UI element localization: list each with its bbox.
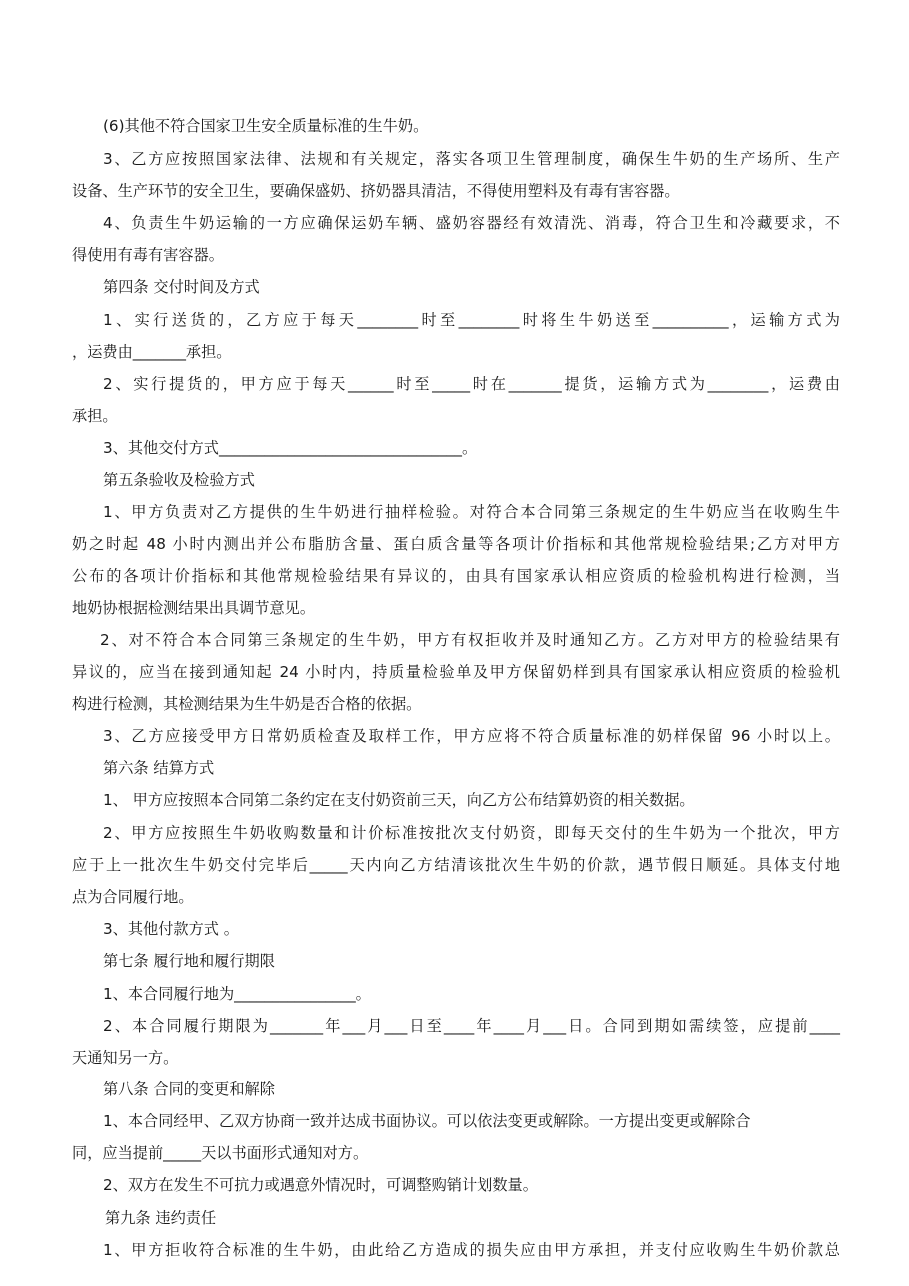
text-line-10: 承担。 — [72, 407, 118, 425]
text-line-17: 2、对不符合本合同第三条规定的生牛奶，甲方有权拒收并及时通知乙方。乙方对甲方的检验结果有 — [100, 631, 840, 649]
section-heading-article-6: 第六条 结算方式 — [103, 759, 215, 777]
text-line-19: 构进行检测，其检测结果为生牛奶是否合格的依据。 — [72, 695, 422, 713]
text-line-16: 地奶协根据检测结果出具调节意见。 — [72, 599, 315, 617]
text-line-25: 点为合同履行地。 — [72, 888, 194, 906]
text-line-18: 异议的，应当在接到通知起 24 小时内，持质量检验单及甲方保留奶样到具有国家承认相应资质的检验机 — [72, 663, 840, 681]
text-line-5: 得使用有毒有害容器。 — [72, 246, 224, 264]
text-line-7: 1、实行送货的，乙方应于每天________时至________时将生牛奶送至__________，运输方式为 — [103, 311, 840, 329]
text-line-23: 2、甲方应按照生牛奶收购数量和计价标准按批次支付奶资，即每天交付的生牛奶为一个批次，甲方 — [103, 824, 840, 842]
section-heading-article-9: 第九条 违约责任 — [105, 1209, 217, 1227]
section-heading-article-8: 第八条 合同的变更和解除 — [103, 1080, 275, 1098]
section-heading-article-7: 第七条 履行地和履行期限 — [103, 952, 275, 970]
text-line-4: 4、负责生牛奶运输的一方应确保运奶车辆、盛奶容器经有效清洗、消毒，符合卫生和冷藏要求，不 — [103, 214, 840, 232]
text-line-3: 设备、生产环节的安全卫生，要确保盛奶、挤奶器具清洁，不得使用塑料及有毒有害容器。 — [72, 182, 680, 200]
text-line-1: (6)其他不符合国家卫生安全质量标准的生牛奶。 — [103, 117, 429, 135]
text-line-26: 3、其他付款方式 。 — [103, 920, 239, 938]
text-line-22: 1、 甲方应按照本合同第二条约定在支付奶资前三天，向乙方公布结算奶资的相关数据。 — [103, 791, 695, 809]
section-heading-article-4: 第四条 交付时间及方式 — [103, 278, 260, 296]
section-heading-article-5: 第五条验收及检验方式 — [103, 471, 255, 489]
text-line-33: 同，应当提前_____天以书面形式通知对方。 — [72, 1144, 369, 1162]
text-line-11: 3、其他交付方式________________________________。 — [103, 439, 478, 457]
text-line-14: 奶之时起 48 小时内测出并公布脂肪含量、蛋白质含量等各项计价指标和其他常规检验结果;乙方对甲方 — [72, 535, 840, 553]
text-line-20: 3、乙方应接受甲方日常奶质检查及取样工作，甲方应将不符合质量标准的奶样保留 96 小时以上。 — [103, 727, 840, 745]
text-line-30: 天通知另一方。 — [72, 1049, 179, 1067]
text-line-29: 2、本合同履行期限为_______年___月___日至____年____月___日。合同到期如需续签，应提前____ — [103, 1017, 840, 1035]
text-line-36: 1、甲方拒收符合标准的生牛奶，由此给乙方造成的损失应由甲方承担，并支付应收购生牛奶价款总 — [103, 1241, 840, 1259]
text-line-13: 1、甲方负责对乙方提供的生牛奶进行抽样检验。对符合本合同第三条规定的生牛奶应当在收购生牛 — [103, 503, 840, 521]
text-line-34: 2、双方在发生不可抗力或遇意外情况时，可调整购销计划数量。 — [103, 1176, 538, 1194]
text-line-24: 应于上一批次生牛奶交付完毕后_____天内向乙方结清该批次生牛奶的价款，遇节假日顺延。具体支付地 — [72, 856, 840, 874]
text-line-8: ，运费由_______承担。 — [72, 343, 232, 361]
text-line-32: 1、本合同经甲、乙双方协商一致并达成书面协议。可以依法变更或解除。一方提出变更或解除合 — [103, 1112, 751, 1130]
text-line-28: 1、本合同履行地为________________。 — [103, 985, 371, 1003]
text-line-15: 公布的各项计价指标和其他常规检验结果有异议的，由具有国家承认相应资质的检验机构进行检测，当 — [72, 567, 840, 585]
text-line-9: 2、实行提货的，甲方应于每天______时至_____时在_______提货，运输方式为________，运费由 — [103, 375, 840, 393]
text-line-2: 3、乙方应按照国家法律、法规和有关规定，落实各项卫生管理制度，确保生牛奶的生产场所、生产 — [103, 150, 840, 168]
